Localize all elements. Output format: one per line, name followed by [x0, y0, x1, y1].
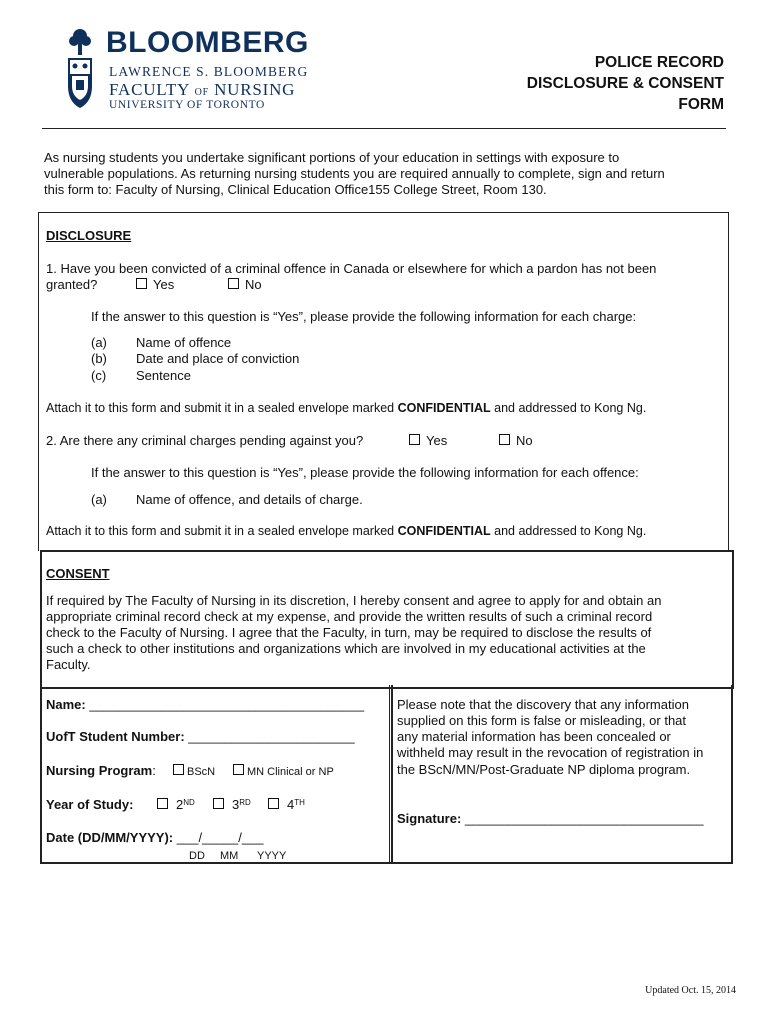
q1-item-b-text: Date and place of conviction [136, 351, 300, 366]
q2-no-label: No [516, 433, 533, 448]
checkbox-icon [213, 798, 224, 809]
checkbox-icon [499, 434, 510, 445]
q1-item-a-label: (a) [91, 335, 107, 350]
attach-instruction-1: Attach it to this form and submit it in a sealed envelope marked CONFIDENTIAL and addressed to Kong Ng. [46, 401, 647, 415]
date-mm-hint: MM [220, 850, 239, 862]
consent-line: such a check to other institutions and organizations which are involved in my educational activities at the [46, 641, 646, 656]
year-2-label: 2 [176, 797, 184, 812]
q2-item-a-label: (a) [91, 492, 107, 507]
year-4-label: 4 [287, 797, 295, 812]
year-3-suffix: RD [239, 798, 251, 807]
question-1-instruction: If the answer to this question is “Yes”, please provide the following information for each charge: [91, 309, 637, 324]
notice-line: withheld may result in the revocation of registration in [397, 745, 704, 760]
q1-no-label: No [245, 277, 262, 292]
year-3-checkbox[interactable] [213, 797, 251, 813]
date-dd-hint: DD [189, 850, 205, 862]
checkbox-icon [409, 434, 420, 445]
checkbox-icon [268, 798, 279, 809]
title-line-3: FORM [678, 96, 724, 113]
notice-line: the BScN/MN/Post-Graduate NP diploma program. [397, 762, 691, 777]
question-2-text: 2. Are there any criminal charges pending against you? [46, 433, 364, 448]
question-2-instruction: If the answer to this question is “Yes”, please provide the following information for each offence: [91, 465, 639, 480]
q2-yes-checkbox[interactable] [409, 433, 447, 449]
colon: : [152, 763, 156, 778]
checkbox-icon [136, 278, 147, 289]
notice-line: supplied on this form is false or misleading, or that [397, 713, 687, 728]
year-of-study-label: Year of Study: [46, 797, 134, 812]
student-number-blank: _______________________ [188, 729, 355, 744]
checkbox-icon [173, 764, 184, 775]
attach-instruction-2: Attach it to this form and submit it in a sealed envelope marked CONFIDENTIAL and addressed to Kong Ng. [46, 524, 647, 538]
notice-line: any material information has been concealed or [397, 729, 671, 744]
consent-heading: CONSENT [46, 566, 110, 581]
q1-item-c-label: (c) [91, 368, 107, 383]
q1-item-b-label: (b) [91, 351, 107, 366]
date-yyyy-hint: YYYY [257, 850, 287, 862]
notice-line: Please note that the discovery that any information [397, 697, 689, 712]
q1-yes-checkbox[interactable] [136, 277, 174, 293]
student-number-field[interactable] [46, 729, 355, 745]
name-label: Name: [46, 697, 86, 712]
program-bscn-label: BScN [187, 766, 216, 778]
university-crest-icon [62, 26, 98, 110]
q2-item-a-text: Name of offence, and details of charge. [136, 492, 363, 507]
signature-label: Signature: [397, 811, 462, 826]
program-mn-np-checkbox[interactable] [233, 764, 334, 780]
logo-bloomberg-wordmark: BLOOMBERG [106, 26, 309, 59]
logo-line-3: UNIVERSITY OF TORONTO [109, 99, 265, 111]
name-field[interactable] [46, 697, 364, 713]
logo-line-2: FACULTY OF NURSING [109, 80, 296, 99]
consent-line: check to the Faculty of Nursing. I agree that the Faculty, in turn, may be required to disclose the results of [46, 625, 652, 640]
q2-yes-label: Yes [426, 433, 448, 448]
signature-blank: _________________________________ [464, 811, 704, 826]
year-4-checkbox[interactable] [268, 797, 305, 813]
faculty-logo [62, 26, 317, 116]
checkbox-icon [157, 798, 168, 809]
updated-date: Updated Oct. 15, 2014 [645, 985, 736, 996]
intro-line: As nursing students you undertake significant portions of your education in settings with exposure to [44, 150, 620, 165]
year-2-checkbox[interactable] [157, 797, 195, 813]
consent-line: If required by The Faculty of Nursing in its discretion, I hereby consent and agree to apply for and obtain an [46, 593, 662, 608]
nursing-program-row [46, 763, 156, 779]
program-mn-np-label: MN Clinical or NP [247, 766, 334, 778]
student-number-label: UofT Student Number: [46, 729, 185, 744]
date-field[interactable] [46, 830, 264, 846]
year-4-suffix: TH [294, 798, 305, 807]
checkbox-icon [233, 764, 244, 775]
header-divider [42, 128, 726, 129]
q1-yes-label: Yes [153, 277, 175, 292]
intro-line: vulnerable populations. As returning nursing students you are required annually to complete, sign and return [44, 166, 665, 181]
q1-item-c-text: Sentence [136, 368, 191, 383]
year-3-label: 3 [232, 797, 240, 812]
name-blank: ______________________________________ [89, 697, 365, 712]
year-2-suffix: ND [183, 798, 195, 807]
program-bscn-checkbox[interactable] [173, 764, 215, 780]
checkbox-icon [228, 278, 239, 289]
title-line-1: POLICE RECORD [594, 54, 724, 71]
intro-line: this form to: Faculty of Nursing, Clinical Education Office155 College Street, Room 130. [44, 182, 547, 197]
question-1-text-cont: granted? [46, 277, 98, 292]
signature-field[interactable] [397, 811, 704, 827]
date-label: Date (DD/MM/YYYY): [46, 830, 174, 845]
consent-line: appropriate criminal record check at my expense, and provide the written results of such a criminal record [46, 609, 653, 624]
q1-item-a-text: Name of offence [136, 335, 232, 350]
form-title [527, 52, 724, 115]
title-line-2: DISCLOSURE & CONSENT [526, 75, 724, 92]
intro-paragraph [44, 150, 726, 198]
consent-line: Faculty. [46, 657, 91, 672]
disclosure-heading: DISCLOSURE [46, 228, 132, 243]
logo-line-1: LAWRENCE S. BLOOMBERG [109, 64, 309, 79]
q1-no-checkbox[interactable] [228, 277, 262, 293]
nursing-program-label: Nursing Program [46, 763, 153, 778]
question-1-text: 1. Have you been convicted of a criminal offence in Canada or elsewhere for which a pardon has not been [46, 261, 657, 276]
date-blank: ___/_____/___ [176, 830, 264, 845]
q2-no-checkbox[interactable] [499, 433, 533, 449]
